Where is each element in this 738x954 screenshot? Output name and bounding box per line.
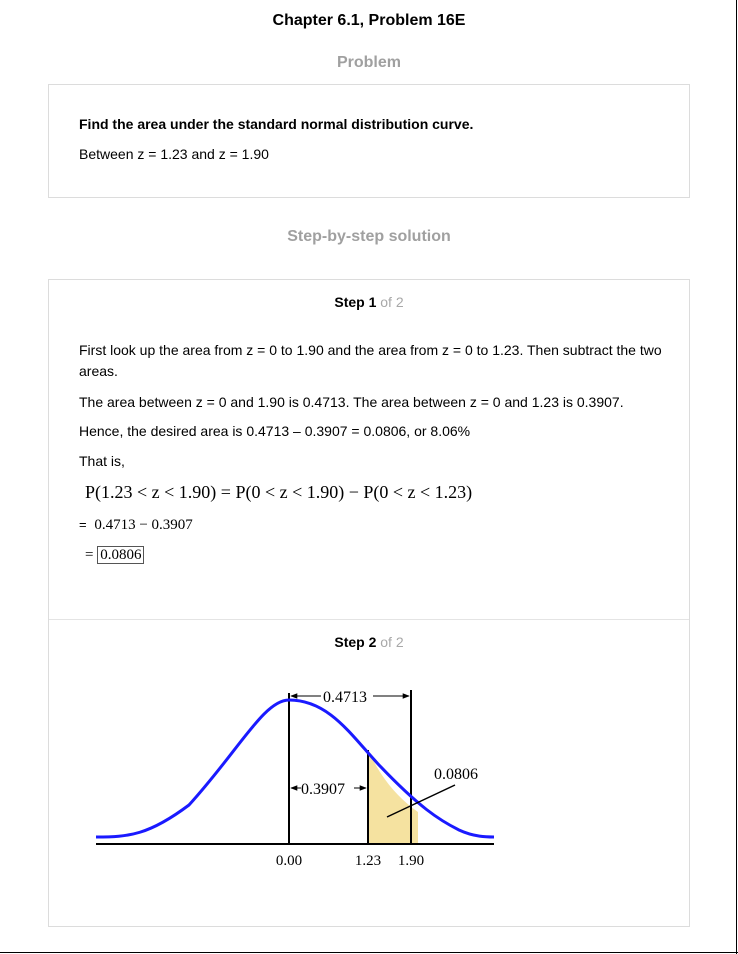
label-00806: 0.0806	[434, 766, 478, 783]
step-1-count: of 2	[380, 294, 404, 310]
solution-heading: Step-by-step solution	[287, 228, 451, 245]
normal-curve-graph	[89, 675, 509, 875]
tick-label-0: 0.00	[275, 853, 303, 869]
step-1-line-4: That is,	[79, 453, 125, 469]
step-1-line-3: Hence, the desired area is 0.4713 – 0.3907 = 0.0806, or 8.06%	[79, 423, 471, 439]
math-line-2-equals: =	[79, 517, 87, 532]
math-line-1: P(1.23 < z < 1.90) = P(0 < z < 1.90) − P(0 < z < 1.23)	[85, 482, 473, 502]
page-right-border	[736, 0, 737, 954]
solution-box	[48, 279, 690, 927]
step-divider	[49, 619, 689, 620]
page-title: Chapter 6.1, Problem 16E	[272, 12, 466, 29]
step-1-title: Step 1	[334, 294, 377, 310]
tick-label-123: 1.23	[354, 853, 382, 869]
problem-question: Find the area under the standard normal distribution curve.	[79, 116, 474, 132]
page-bottom-border	[0, 952, 738, 953]
step-2-title: Step 2	[334, 634, 377, 650]
tick-label-190: 1.90	[397, 853, 425, 869]
problem-detail: Between z = 1.23 and z = 1.90	[79, 146, 269, 162]
final-answer-box: 0.0806	[97, 546, 144, 564]
step-1-label	[49, 294, 689, 310]
math-line-3	[85, 547, 144, 564]
problem-heading: Problem	[336, 54, 401, 71]
label-04713: 0.4713	[323, 689, 367, 706]
math-line-3-equals: =	[85, 547, 94, 563]
label-03907: 0.3907	[301, 781, 345, 798]
step-2-label	[49, 634, 689, 650]
step-2-count: of 2	[380, 634, 404, 650]
problem-box	[48, 84, 690, 198]
math-line-2-expression: 0.4713 − 0.3907	[94, 517, 193, 533]
step-1-line-2: The area between z = 0 and 1.90 is 0.4713. The area between z = 0 and 1.23 is 0.3907.	[79, 394, 624, 410]
math-line-2	[79, 517, 193, 534]
step-1-line-1: First look up the area from z = 0 to 1.90 and the area from z = 0 to 1.23. Then subtract the two areas.	[79, 342, 662, 379]
